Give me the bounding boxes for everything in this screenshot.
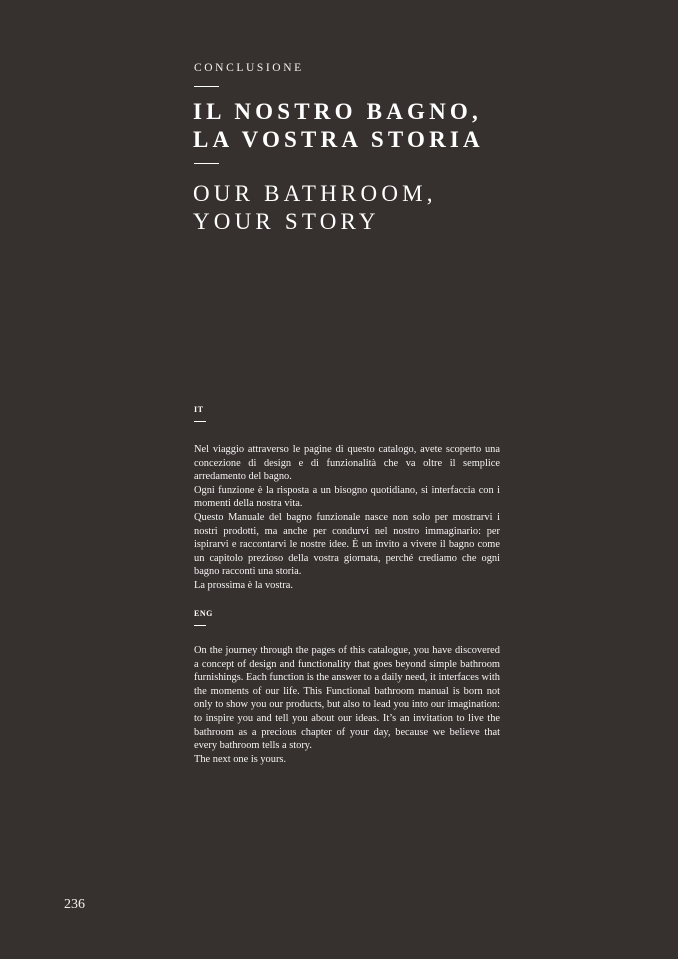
title-divider-top: [194, 86, 219, 87]
it-paragraph: Nel viaggio attraverso le pagine di questo catalogo, avete scoperto una concezione di design e di funzionalità che va oltre il semplice arredamento del bagno.: [194, 444, 500, 483]
language-divider-eng: [194, 625, 206, 626]
title-it-line-2: LA VOSTRA STORIA: [193, 127, 484, 152]
language-label-eng: ENG: [194, 609, 213, 618]
body-text-english: [194, 644, 500, 766]
en-paragraph: On the journey through the pages of this catalogue, you have discovered a concept of design and functionality that goes beyond simple bathroom furnishings. Each function is the answer to a daily need, it interfaces with the moments of our life. This Functional bathroom manual is born not only to show you our products, but also to lead you into our imagination: to inspire you and tell you about our ideas. It’s an invitation to live the bathroom as a precious chapter of your day, because we believe that every bathroom tells a story.: [194, 645, 500, 752]
title-en-line-1: OUR BATHROOM,: [193, 181, 437, 206]
page-number: 236: [64, 897, 85, 912]
section-label: CONCLUSIONE: [194, 62, 304, 74]
it-paragraph: La prossima è la vostra.: [194, 579, 293, 591]
title-en-line-2: YOUR STORY: [193, 209, 380, 234]
language-divider-it: [194, 421, 206, 422]
language-label-it: IT: [194, 405, 204, 414]
it-paragraph: Questo Manuale del bagno funzionale nasce non solo per mostrarvi i nostri prodotti, ma anche per condurvi nel nostro immaginario: per ispirarvi e raccontarvi le nostre idee. È un invito a vivere il bagno come un capitolo prezioso della vostra giornata, perché crediamo che ogni bagno racconti una storia.: [194, 511, 500, 578]
title-divider-middle: [194, 163, 219, 164]
title-it-line-1: IL NOSTRO BAGNO,: [193, 99, 482, 124]
it-paragraph: Ogni funzione è la risposta a un bisogno quotidiano, si interfaccia con i momenti della nostra vita.: [194, 484, 500, 510]
page-title-english: [193, 180, 437, 236]
en-paragraph: The next one is yours.: [194, 753, 287, 765]
page-title-italian: [193, 98, 484, 154]
body-text-italian: [194, 443, 500, 593]
